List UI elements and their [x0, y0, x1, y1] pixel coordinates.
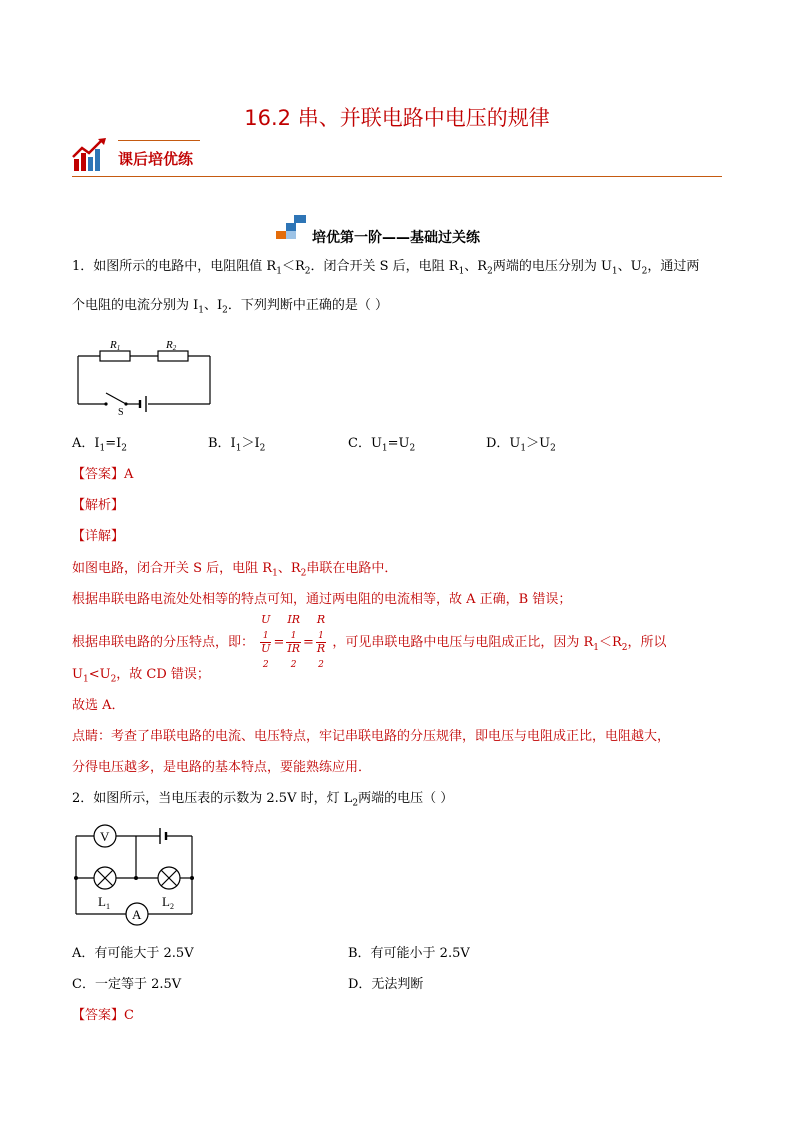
q1-detail-line4: $U_1<U_2$，故 CD 错误；	[72, 667, 210, 685]
header-divider	[72, 176, 722, 177]
page-title: 16.2 串、并联电路中电压的规律	[244, 106, 550, 130]
q2-ammeter-label: A	[132, 907, 142, 922]
q1-stem-line1: 1．如图所示的电路中，电阻阻值 $R_1<R_2$．闭合开关 S 后，电阻 $R_1$、$R_2$两端的电压分别为 $U_1$、$U_2$，通过两	[72, 259, 700, 277]
q2-option-d[interactable]: D．无法判断	[348, 977, 424, 992]
q1-option-c[interactable]: C．$U_1=U_2$	[348, 436, 416, 454]
chart-logo-icon	[72, 137, 108, 173]
q1-detail-line6: 点睛：考查了串联电路的电流、电压特点，牢记串联电路的分压规律，即电压与电阻成正比，电阻越大，	[72, 729, 671, 744]
q1-answer: 【答案】A	[72, 467, 134, 482]
q1-detail-line2: 根据串联电路电流处处相等的特点可知，通过两电阻的电流相等，故 A 正确，B 错误；	[72, 592, 572, 607]
q1-option-b[interactable]: B．$I_1>I_2$	[208, 436, 266, 454]
fraction-ir: IR $_1$ IR $_2$	[287, 613, 300, 671]
q1-detail-label: 【详解】	[72, 529, 125, 544]
stairs-icon	[276, 215, 308, 241]
q2-l2-label: $L_2$	[162, 894, 174, 911]
q1-option-a[interactable]: A．$I_1=I_2$	[72, 436, 128, 454]
q2-stem: 2．如图所示，当电压表的示数为 2.5V 时，灯 $L_2$两端的电压（ ）	[72, 791, 454, 809]
q2-answer: 【答案】C	[72, 1008, 134, 1023]
q2-voltmeter-label: V	[100, 829, 110, 844]
q1-r2-label: R2	[166, 339, 177, 352]
q1-stem-line2: 个电阻的电流分别为 $I_1$、$I_2$．下列判断中正确的是（ ）	[72, 298, 389, 316]
q1-switch-label: S	[118, 407, 124, 418]
q1-detail-line5: 故选 A．	[72, 698, 125, 713]
fraction-r: R $_1$ R $_2$	[316, 613, 326, 671]
section-title: 培优第一阶——基础过关练	[312, 230, 480, 246]
header-label: 课后培优练	[118, 150, 194, 168]
q1-option-d[interactable]: D．$U_1>U_2$	[486, 436, 556, 454]
q2-l1-label: $L_1$	[98, 894, 110, 911]
q1-analysis-label: 【解析】	[72, 498, 125, 513]
fraction-u: U $_1$ U $_2$	[261, 613, 271, 671]
q2-option-b[interactable]: B．有可能小于 2.5V	[348, 946, 470, 961]
q1-circuit-diagram	[70, 334, 220, 418]
q1-r1-label: R1	[110, 339, 121, 352]
q1-detail-line3: 根据串联电路的分压特点，即： U $_1$ U $_2$ = IR $_1$ IR $_2$ = R $_1$ R $_2$ ，可见串联电路中电压与电阻成正比，因为 $R_1<R_2$，所以	[72, 613, 667, 671]
q2-option-a[interactable]: A．有可能大于 2.5V	[72, 946, 194, 961]
header-top-line	[118, 140, 200, 141]
q2-option-c[interactable]: C．一定等于 2.5V	[72, 977, 182, 992]
q1-detail-line7: 分得电压越多，是电路的基本特点，要能熟练应用．	[72, 760, 372, 775]
q2-circuit-diagram	[70, 818, 200, 930]
q1-detail-line1: 如图电路，闭合开关 S 后，电阻 $R_1$、$R_2$串联在电路中．	[72, 561, 398, 579]
